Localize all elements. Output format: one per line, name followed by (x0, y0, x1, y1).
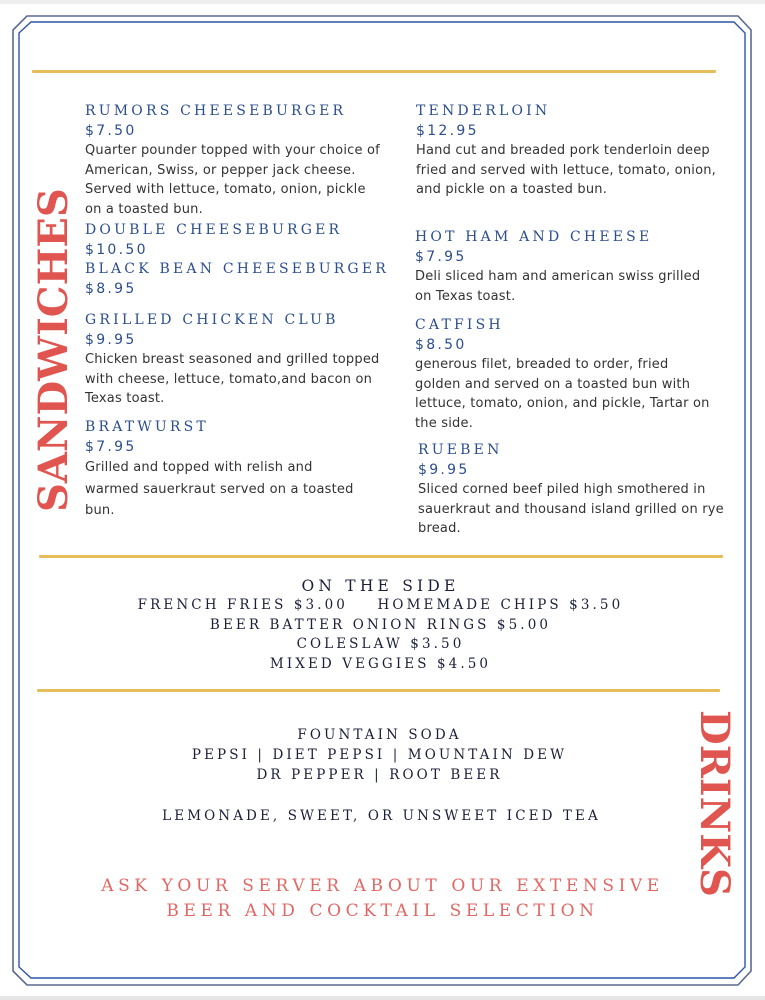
item-price: $10.50 (85, 242, 148, 258)
item-description: Deli sliced ham and american swiss grilled on Texas toast. (415, 269, 701, 304)
fountain-soda-line-2: DR PEPPER | ROOT BEER (256, 767, 503, 783)
on-the-side-heading: ON THE SIDE (301, 577, 460, 595)
menu-item-hot-ham-and-cheese (415, 228, 705, 306)
item-name: RUMORS CHEESEBURGER (85, 103, 347, 119)
menu-item-rueben (418, 441, 728, 539)
side-line-mixed-veggies: MIXED VEGGIES $4.50 (269, 656, 492, 673)
gold-rule-middle-lower (37, 689, 720, 692)
drinks-section-title: DRINKS (691, 710, 738, 897)
fountain-soda-line-1: PEPSI | DIET PEPSI | MOUNTAIN DEW (191, 747, 568, 763)
promo-line-2: BEER AND COCKTAIL SELECTION (166, 901, 599, 921)
item-name: BRATWURST (85, 419, 209, 435)
item-description: Grilled and topped with relish and warmed sauerkraut served on a toasted bun. (85, 460, 354, 518)
menu-item-rumors-cheeseburger (85, 102, 385, 220)
sandwiches-section-title: SANDWICHES (30, 188, 77, 512)
item-price: $9.95 (85, 332, 137, 348)
promo-line-1: ASK YOUR SERVER ABOUT OUR EXTENSIVE (101, 876, 664, 896)
item-name: BLACK BEAN CHEESEBURGER (85, 261, 389, 277)
item-price: $8.50 (415, 337, 467, 353)
item-price: $7.95 (415, 249, 467, 265)
menu-item-bratwurst (85, 418, 365, 522)
side-line-fries-chips: FRENCH FRIES $3.00 HOMEMADE CHIPS $3.50 (137, 597, 624, 613)
gold-rule-middle-upper (39, 555, 723, 558)
menu-item-black-bean-cheeseburger (85, 260, 395, 299)
item-description: Quarter pounder topped with your choice of American, Swiss, or pepper jack cheese. Served with lettuce, tomato, onion, pickle on a toasted bun. (85, 143, 380, 218)
side-line-coleslaw: COLESLAW $3.50 (296, 636, 465, 653)
item-name: GRILLED CHICKEN CLUB (85, 312, 339, 328)
menu-item-double-cheeseburger (85, 221, 385, 260)
item-name: RUEBEN (418, 442, 503, 458)
item-price: $9.95 (418, 462, 470, 478)
item-price: $12.95 (416, 123, 479, 139)
item-name: TENDERLOIN (416, 103, 551, 119)
menu-item-tenderloin (416, 102, 716, 200)
side-line-onion-rings: BEER BATTER ONION RINGS $5.00 (209, 616, 552, 633)
item-price: $8.95 (85, 281, 137, 297)
item-description: Hand cut and breaded pork tenderloin deep fried and served with lettuce, tomato, onion, and pickle on a toasted bun. (416, 143, 716, 198)
promo-section (0, 874, 765, 924)
other-drinks-line (0, 806, 764, 826)
item-description: Chicken breast seasoned and grilled topped with cheese, lettuce, tomato,and bacon on Texas toast. (85, 352, 380, 407)
gold-rule-top (32, 70, 716, 73)
item-price: $7.95 (85, 439, 137, 455)
fountain-soda-section (0, 725, 762, 785)
item-price: $7.50 (85, 123, 137, 139)
item-description: generous filet, breaded to order, fried golden and served on a toasted bun with lettuce, tomato, onion, and pickle, Tartar on the side. (415, 357, 710, 432)
item-name: CATFISH (415, 317, 504, 333)
menu-item-grilled-chicken-club (85, 311, 390, 409)
fountain-soda-heading: FOUNTAIN SODA (297, 727, 462, 743)
item-description: Sliced corned beef piled high smothered in sauerkraut and thousand island grilled on rye bread. (418, 482, 724, 537)
item-name: HOT HAM AND CHEESE (415, 229, 653, 245)
menu-item-catfish (415, 316, 715, 434)
item-name: DOUBLE CHEESEBURGER (85, 222, 343, 238)
on-the-side-section (0, 576, 763, 675)
lemonade-tea-line: LEMONADE, SWEET, OR UNSWEET ICED TEA (162, 808, 601, 824)
